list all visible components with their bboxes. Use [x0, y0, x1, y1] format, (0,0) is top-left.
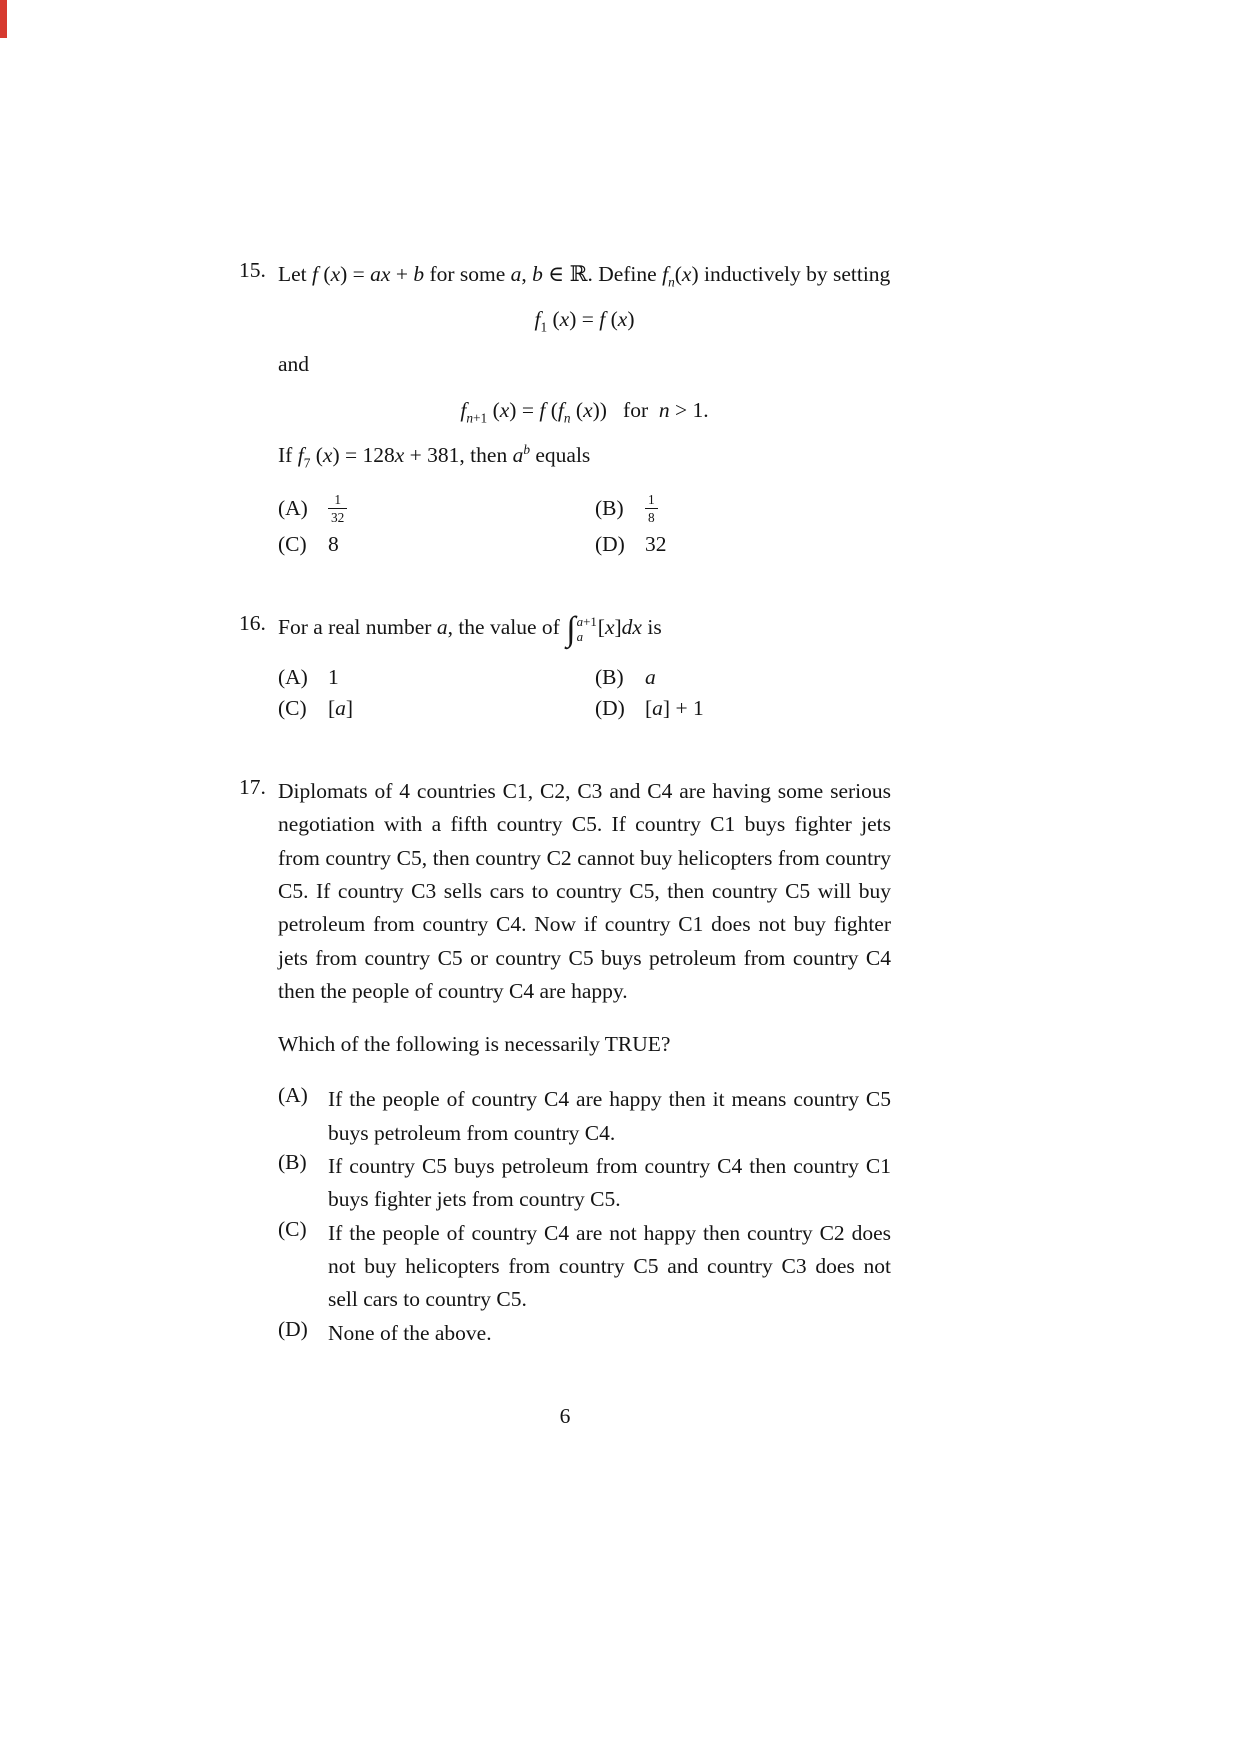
- option-c: [278, 696, 595, 721]
- option-label: (A): [278, 664, 308, 689]
- option-label: (C): [278, 1216, 307, 1241]
- option-label: (D): [595, 531, 625, 556]
- question-number: 16.: [239, 610, 266, 635]
- option-c: [278, 532, 595, 557]
- option-a: [278, 1083, 891, 1150]
- question-intro: For a real number a, the value of ∫ a+1 a [x]dx is: [278, 610, 662, 649]
- option-value: $\frac{1}{8}$: [645, 492, 658, 526]
- page-edge-artifact: [0, 0, 7, 38]
- option-d: [595, 532, 667, 557]
- page-footer: [239, 1404, 891, 1429]
- question-body: [278, 775, 891, 1350]
- option-c: [278, 1217, 891, 1317]
- option-value: [a] + 1: [645, 695, 704, 720]
- question-intro: Let f (x) = ax + b for some a, b ∈ ℝ. Define $f_n(x)$ inductively by setting: [278, 262, 891, 290]
- question-15: [239, 258, 891, 557]
- option-label: (B): [278, 1150, 307, 1175]
- question-16: [239, 611, 891, 721]
- option-value: [a]: [328, 695, 354, 720]
- question-number: 17.: [239, 774, 266, 799]
- option-label: (B): [595, 664, 624, 689]
- question-number: 15.: [239, 258, 266, 282]
- equation-fn-plus-1: $f_{n+1}$ (x) = f ($f_n$ (x)) for n > 1.: [460, 397, 709, 425]
- option-value: 32: [645, 531, 667, 556]
- option-label: (C): [278, 695, 307, 720]
- option-value: If the people of country C4 are not happy then country C2 does not buy helicopters from country C5 and country C3 does not sell cars to country C5.: [328, 1220, 891, 1312]
- option-value: If country C5 buys petroleum from country C4 then country C1 buys fighter jets from country C5.: [328, 1154, 891, 1212]
- option-value: $\frac{1}{32}$: [328, 492, 347, 526]
- option-label: (D): [278, 1316, 308, 1341]
- question-intro: Diplomats of 4 countries C1, C2, C3 and C4 are having some serious negotiation with a fifth country C5. If country C1 buys fighter jets from country C5, then country C2 cannot buy helicopters from country C5. If country C3 sells cars to country C5, then country C5 will buy petroleum from country C4. Now if country C1 does not buy fighter jets from country C5 or country C5 buys petroleum from country C4 then the people of country C4 are happy.: [278, 778, 891, 1003]
- options: [278, 665, 891, 721]
- option-value: 1: [328, 664, 339, 689]
- option-value: 8: [328, 531, 339, 556]
- question-prompt: Which of the following is necessarily TRUE?: [278, 1032, 671, 1057]
- option-label: (B): [595, 496, 624, 521]
- option-b: [595, 665, 704, 690]
- question-row: [239, 775, 891, 1350]
- options: [278, 492, 891, 557]
- option-label: (A): [278, 1083, 308, 1108]
- option-d: [278, 1317, 891, 1350]
- page-content: [239, 258, 891, 1429]
- page-number: 6: [559, 1403, 571, 1428]
- question-body: [278, 258, 891, 557]
- option-value: None of the above.: [328, 1320, 492, 1345]
- question-row: [239, 258, 891, 557]
- question-row: [239, 611, 891, 721]
- question-followup: If $f_7$ (x) = 128x + 381, then $a^b$ equals: [278, 441, 591, 470]
- equation-f1: $f_1$ (x) = f (x): [534, 307, 635, 335]
- option-a: [278, 492, 595, 526]
- option-value: a: [645, 664, 656, 689]
- option-label: (A): [278, 496, 308, 521]
- option-label: (D): [595, 695, 625, 720]
- option-b: [595, 492, 667, 526]
- question-body: [278, 611, 891, 721]
- options: [278, 1083, 891, 1350]
- option-value: If the people of country C4 are happy then it means country C5 buys petroleum from country C4.: [328, 1087, 891, 1145]
- option-d: [595, 696, 704, 721]
- connector-text: and: [278, 352, 310, 377]
- option-b: [278, 1150, 891, 1217]
- option-a: [278, 665, 595, 690]
- option-label: (C): [278, 531, 307, 556]
- question-17: [239, 775, 891, 1350]
